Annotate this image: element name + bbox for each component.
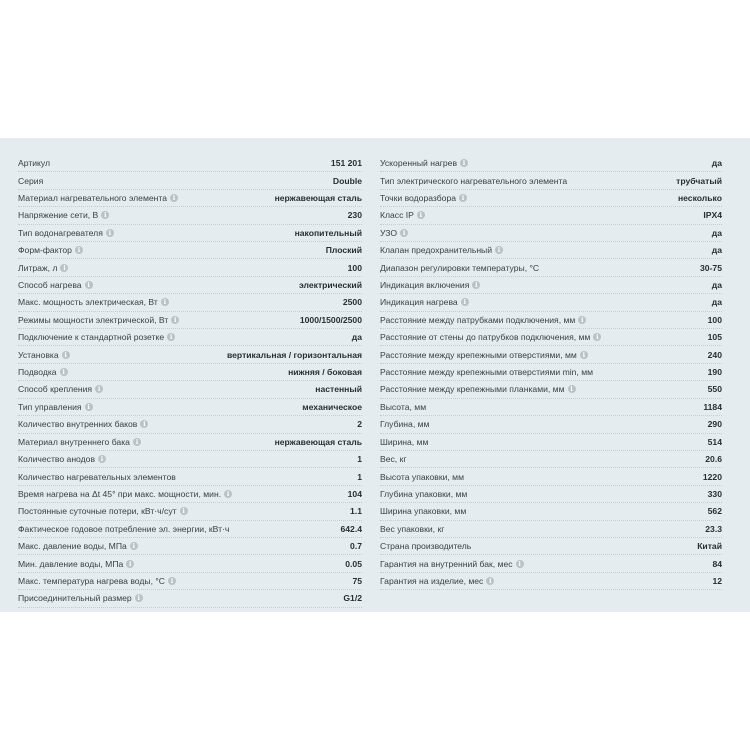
spec-value: 75: [352, 575, 362, 586]
spec-value: да: [711, 227, 722, 238]
info-icon[interactable]: i: [168, 577, 176, 585]
spec-label: [18, 506, 188, 516]
info-icon[interactable]: i: [62, 351, 70, 359]
spec-label-text: Расстояние между крепежными планками, мм: [380, 384, 565, 395]
spec-value: настенный: [315, 384, 362, 395]
spec-row: [380, 242, 722, 259]
spec-row: [18, 416, 362, 433]
spec-value: 100: [707, 314, 722, 325]
spec-value: G1/2: [343, 593, 362, 604]
spec-label: [380, 245, 503, 255]
spec-value: 330: [707, 488, 722, 499]
spec-label: [380, 176, 567, 186]
info-icon[interactable]: i: [461, 298, 469, 306]
spec-label: [18, 193, 178, 203]
spec-row: [380, 259, 722, 276]
spec-label-text: Ширина упаковки, мм: [380, 506, 467, 517]
spec-value: да: [351, 332, 362, 343]
spec-label-text: Расстояние между крепежными отверстиями min, мм: [380, 367, 594, 378]
spec-label: [18, 489, 232, 499]
spec-row: [18, 381, 362, 398]
specs-panel: [0, 138, 750, 612]
spec-label: [18, 419, 148, 429]
spec-value: накопительный: [294, 227, 362, 238]
spec-label-text: Индикация включения: [380, 280, 470, 291]
spec-label: [18, 158, 50, 168]
spec-row: [380, 155, 722, 172]
spec-value: 12: [712, 575, 722, 586]
spec-label-text: Класс IP: [380, 210, 414, 221]
spec-label: [18, 402, 93, 412]
spec-label-text: Гарантия на внутренний бак, мес: [380, 558, 513, 569]
spec-label-text: Вес упаковки, кг: [380, 523, 445, 534]
spec-value: 100: [347, 262, 362, 273]
info-icon[interactable]: i: [167, 333, 175, 341]
spec-label-text: Тип электрического нагревательного элемента: [380, 175, 568, 186]
spec-value: электрический: [298, 280, 362, 291]
spec-row: [18, 486, 362, 503]
spec-row: [380, 468, 722, 485]
spec-label-text: Клапан предохранительный: [380, 245, 493, 256]
spec-label-text: Способ крепления: [18, 384, 93, 395]
info-icon[interactable]: i: [60, 368, 68, 376]
spec-value: 104: [347, 488, 362, 499]
spec-row: [18, 312, 362, 329]
spec-row: [18, 329, 362, 346]
spec-label: [18, 541, 138, 551]
spec-value: 1220: [702, 471, 722, 482]
spec-value: Китай: [697, 541, 722, 552]
spec-label-text: Макс. давление воды, МПа: [18, 541, 127, 552]
spec-label-text: Материал нагревательного элемента: [18, 193, 168, 204]
spec-label: [380, 472, 464, 482]
spec-label-text: Фактическое годовое потребление эл. энергии, кВт·ч: [18, 523, 230, 534]
spec-label: [380, 489, 467, 499]
spec-label: [380, 541, 471, 551]
spec-label: [380, 193, 467, 203]
spec-label-text: Страна производитель: [380, 541, 472, 552]
spec-label-text: Напряжение сети, В: [18, 210, 99, 221]
spec-row: [380, 573, 722, 590]
spec-label-text: Вес, кг: [380, 454, 407, 465]
spec-label: [380, 454, 406, 464]
spec-label: [380, 280, 480, 290]
spec-label: [380, 228, 408, 238]
spec-label-text: Расстояние между крепежными отверстиями, мм: [380, 349, 577, 360]
spec-label-text: Высота, мм: [380, 401, 427, 412]
spec-value: 550: [707, 384, 722, 395]
spec-row: [18, 207, 362, 224]
info-icon[interactable]: i: [135, 594, 143, 602]
spec-row: [380, 434, 722, 451]
spec-value: механическое: [302, 401, 362, 412]
spec-label: [18, 315, 179, 325]
info-icon[interactable]: i: [140, 420, 148, 428]
spec-label-text: Индикация нагрева: [380, 297, 458, 308]
spec-label: [380, 210, 425, 220]
spec-value: нижняя / боковая: [288, 367, 362, 378]
spec-row: [18, 225, 362, 242]
spec-label: [18, 559, 134, 569]
spec-label: [18, 176, 43, 186]
spec-row: [18, 364, 362, 381]
info-icon[interactable]: i: [133, 438, 141, 446]
spec-row: [18, 503, 362, 520]
spec-value: да: [711, 297, 722, 308]
spec-row: [380, 190, 722, 207]
info-icon[interactable]: i: [472, 281, 480, 289]
spec-row: [380, 294, 722, 311]
spec-row: [18, 277, 362, 294]
info-icon[interactable]: i: [95, 385, 103, 393]
spec-label-text: Ширина, мм: [380, 436, 429, 447]
spec-row: [18, 468, 362, 485]
spec-label: [18, 228, 114, 238]
info-icon[interactable]: i: [180, 507, 188, 515]
spec-label-text: Тип управления: [18, 401, 82, 412]
spec-label-text: Глубина, мм: [380, 419, 430, 430]
spec-row: [18, 346, 362, 363]
info-icon[interactable]: i: [85, 403, 93, 411]
spec-value: 190: [707, 367, 722, 378]
specs-column-left: [18, 155, 362, 608]
info-icon[interactable]: i: [161, 298, 169, 306]
spec-label-text: Способ нагрева: [18, 280, 82, 291]
spec-row: [18, 294, 362, 311]
spec-label-text: Форм-фактор: [18, 245, 72, 256]
spec-value: 230: [347, 210, 362, 221]
spec-value: 151 201: [330, 158, 362, 169]
spec-label-text: Количество анодов: [18, 454, 96, 465]
spec-label-text: Гарантия на изделие, мес: [380, 575, 484, 586]
info-icon[interactable]: i: [578, 316, 586, 324]
info-icon[interactable]: i: [75, 246, 83, 254]
spec-label: [380, 158, 468, 168]
specs-column-right: [380, 155, 722, 590]
spec-value: трубчатый: [676, 175, 722, 186]
spec-label: [18, 576, 176, 586]
spec-label: [380, 332, 601, 342]
spec-label: [18, 263, 68, 273]
spec-label-text: Расстояние от стены до патрубков подключения, мм: [380, 332, 591, 343]
spec-row: [18, 434, 362, 451]
spec-label: [18, 245, 83, 255]
spec-label: [18, 280, 93, 290]
spec-label: [18, 524, 229, 534]
info-icon[interactable]: i: [224, 490, 232, 498]
spec-label-text: Тип водонагревателя: [18, 227, 103, 238]
spec-label-text: Установка: [18, 349, 59, 360]
spec-value: 290: [707, 419, 722, 430]
spec-row: [380, 312, 722, 329]
info-icon[interactable]: i: [580, 351, 588, 359]
spec-value: 1: [357, 454, 362, 465]
spec-row: [380, 399, 722, 416]
info-icon[interactable]: i: [400, 229, 408, 237]
spec-label-text: Глубина упаковки, мм: [380, 488, 468, 499]
spec-label: [380, 437, 428, 447]
spec-value: 84: [712, 558, 722, 569]
spec-value: 562: [707, 506, 722, 517]
spec-label: [380, 576, 494, 586]
spec-value: 240: [707, 349, 722, 360]
spec-value: нержавеющая сталь: [274, 436, 362, 447]
spec-label-text: Режимы мощности электрической, Вт: [18, 314, 169, 325]
spec-row: [380, 538, 722, 555]
spec-value: 1000/1500/2500: [299, 314, 362, 325]
spec-value: 20.6: [705, 454, 722, 465]
spec-row: [380, 416, 722, 433]
spec-row: [18, 155, 362, 172]
spec-value: 0.7: [350, 541, 362, 552]
spec-row: [18, 521, 362, 538]
spec-label-text: Постоянные суточные потери, кВт·ч/сут: [18, 506, 177, 517]
info-icon[interactable]: i: [459, 194, 467, 202]
spec-label-text: Литраж, л: [18, 262, 58, 273]
spec-row: [380, 225, 722, 242]
spec-row: [18, 451, 362, 468]
spec-label: [18, 297, 169, 307]
info-icon[interactable]: i: [60, 264, 68, 272]
info-icon[interactable]: i: [101, 211, 109, 219]
spec-row: [18, 555, 362, 572]
info-icon[interactable]: i: [417, 211, 425, 219]
spec-value: 1.1: [350, 506, 362, 517]
info-icon[interactable]: i: [486, 577, 494, 585]
spec-label-text: Подключение к стандартной розетке: [18, 332, 165, 343]
info-icon[interactable]: i: [170, 194, 178, 202]
spec-label-text: Высота упаковки, мм: [380, 471, 464, 482]
spec-row: [380, 172, 722, 189]
spec-label-text: Количество внутренних баков: [18, 419, 138, 430]
spec-row: [18, 259, 362, 276]
spec-label: [380, 350, 588, 360]
info-icon[interactable]: i: [495, 246, 503, 254]
spec-label: [380, 263, 539, 273]
spec-value: да: [711, 245, 722, 256]
spec-value: 23.3: [705, 523, 722, 534]
spec-row: [380, 503, 722, 520]
spec-value: 514: [707, 436, 722, 447]
spec-value: 30-75: [700, 262, 722, 273]
info-icon[interactable]: i: [130, 542, 138, 550]
spec-label: [380, 315, 586, 325]
spec-row: [380, 346, 722, 363]
spec-value: несколько: [677, 193, 722, 204]
spec-row: [380, 451, 722, 468]
spec-row: [380, 486, 722, 503]
spec-label-text: Диапазон регулировки температуры, °С: [380, 262, 540, 273]
spec-label-text: Макс. мощность электрическая, Вт: [18, 297, 158, 308]
spec-row: [18, 242, 362, 259]
info-icon[interactable]: i: [171, 316, 179, 324]
spec-label-text: Количество нагревательных элементов: [18, 471, 176, 482]
spec-row: [18, 172, 362, 189]
info-icon[interactable]: i: [593, 333, 601, 341]
spec-row: [380, 381, 722, 398]
spec-value: да: [711, 280, 722, 291]
spec-label-text: Время нагрева на Δt 45° при макс. мощности, мин.: [18, 488, 222, 499]
info-icon[interactable]: i: [106, 229, 114, 237]
spec-value: 2: [357, 419, 362, 430]
spec-value: IPX4: [703, 210, 722, 221]
spec-row: [18, 590, 362, 607]
spec-label: [380, 367, 593, 377]
spec-row: [380, 207, 722, 224]
spec-label-text: Точки водоразбора: [380, 193, 457, 204]
spec-value: 642.4: [340, 523, 362, 534]
spec-label-text: Присоединительный размер: [18, 593, 132, 604]
spec-label: [18, 210, 109, 220]
spec-value: 2500: [342, 297, 362, 308]
spec-row: [18, 399, 362, 416]
spec-label: [18, 454, 106, 464]
spec-row: [380, 329, 722, 346]
spec-value: Double: [332, 175, 362, 186]
spec-label: [380, 419, 429, 429]
spec-label: [18, 593, 143, 603]
spec-label: [380, 524, 444, 534]
spec-row: [380, 555, 722, 572]
spec-label-text: УЗО: [380, 227, 398, 238]
spec-label-text: Серия: [18, 175, 44, 186]
info-icon[interactable]: i: [126, 560, 134, 568]
spec-value: да: [711, 158, 722, 169]
spec-label: [18, 437, 141, 447]
spec-label: [380, 384, 576, 394]
info-icon[interactable]: i: [516, 560, 524, 568]
spec-label-text: Мин. давление воды, МПа: [18, 558, 124, 569]
spec-label: [380, 559, 524, 569]
spec-row: [380, 364, 722, 381]
spec-value: 1: [357, 471, 362, 482]
spec-label: [18, 367, 68, 377]
spec-row: [18, 190, 362, 207]
spec-row: [380, 277, 722, 294]
spec-label: [380, 297, 469, 307]
info-icon[interactable]: i: [98, 455, 106, 463]
spec-value: нержавеющая сталь: [274, 193, 362, 204]
spec-row: [380, 521, 722, 538]
spec-label: [18, 350, 70, 360]
spec-value: Плоский: [325, 245, 362, 256]
spec-value: 0.05: [345, 558, 362, 569]
spec-label: [380, 402, 426, 412]
info-icon[interactable]: i: [85, 281, 93, 289]
spec-label-text: Ускоренный нагрев: [380, 158, 458, 169]
spec-row: [18, 538, 362, 555]
spec-label-text: Макс. температура нагрева воды, °С: [18, 575, 165, 586]
spec-label-text: Расстояние между патрубками подключения, мм: [380, 314, 576, 325]
spec-label: [18, 472, 176, 482]
spec-label: [18, 332, 175, 342]
spec-label: [18, 384, 103, 394]
spec-label-text: Подводка: [18, 367, 57, 378]
spec-value: 105: [707, 332, 722, 343]
info-icon[interactable]: i: [460, 159, 468, 167]
spec-label-text: Материал внутреннего бака: [18, 436, 130, 447]
spec-value: 1184: [703, 401, 722, 412]
info-icon[interactable]: i: [568, 385, 576, 393]
spec-label: [380, 506, 466, 516]
spec-value: вертикальная / горизонтальная: [226, 349, 362, 360]
spec-label-text: Артикул: [18, 158, 51, 169]
spec-row: [18, 573, 362, 590]
